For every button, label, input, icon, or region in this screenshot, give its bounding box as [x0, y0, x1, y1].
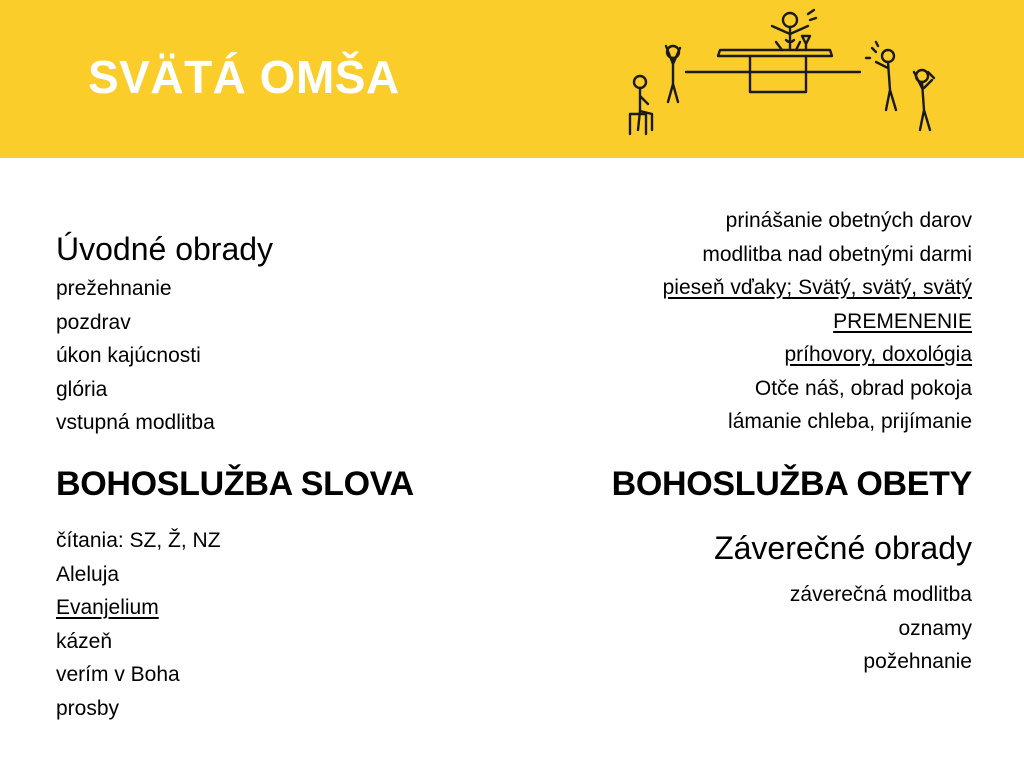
- mass-scene-icon: [600, 6, 960, 154]
- list-item: vstupná modlitba: [56, 411, 215, 434]
- list-item: lámanie chleba, prijímanie: [728, 410, 972, 433]
- intro-rites-heading: Úvodné obrady: [56, 231, 274, 267]
- list-item: pozdrav: [56, 310, 131, 334]
- list-item: čítania: SZ, Ž, NZ: [56, 529, 221, 552]
- list-item-underlined: PREMENENIE: [833, 309, 972, 333]
- list-item-underlined: pieseň vďaky; Svätý, svätý, svätý: [662, 276, 972, 299]
- intro-rites-section: [56, 228, 273, 270]
- closing-rites-heading: Záverečné obrady: [714, 530, 972, 566]
- list-item: prinášanie obetných darov: [725, 209, 972, 232]
- list-item: prežehnanie: [56, 277, 172, 300]
- list-item: záverečná modlitba: [789, 583, 972, 606]
- list-item: kázeň: [56, 629, 113, 653]
- list-item: modlitba nad obetnými darmi: [702, 242, 972, 266]
- slide-title: SVÄTÁ OMŠA: [88, 51, 400, 103]
- header-banner: [0, 0, 1024, 158]
- list-item: Aleluja: [56, 562, 120, 586]
- list-item: požehnanie: [863, 650, 972, 673]
- list-item: úkon kajúcnosti: [56, 344, 201, 367]
- list-item: Otče náš, obrad pokoja: [754, 376, 972, 400]
- list-item: prosby: [56, 696, 120, 720]
- list-item-underlined: príhovory, doxológia: [784, 343, 972, 366]
- list-item-underlined: Evanjelium: [56, 596, 159, 619]
- liturgy-of-eucharist-heading: BOHOSLUŽBA OBETY: [611, 465, 972, 503]
- list-item: verím v Boha: [56, 663, 180, 686]
- list-item: glória: [56, 377, 108, 401]
- list-item: oznamy: [898, 616, 972, 640]
- closing-rites-list: [790, 578, 972, 679]
- intro-rites-list: [56, 272, 215, 440]
- liturgy-of-eucharist-list: [663, 204, 972, 439]
- liturgy-of-word-list: [56, 524, 221, 725]
- liturgy-of-word-heading: BOHOSLUŽBA SLOVA: [56, 465, 414, 503]
